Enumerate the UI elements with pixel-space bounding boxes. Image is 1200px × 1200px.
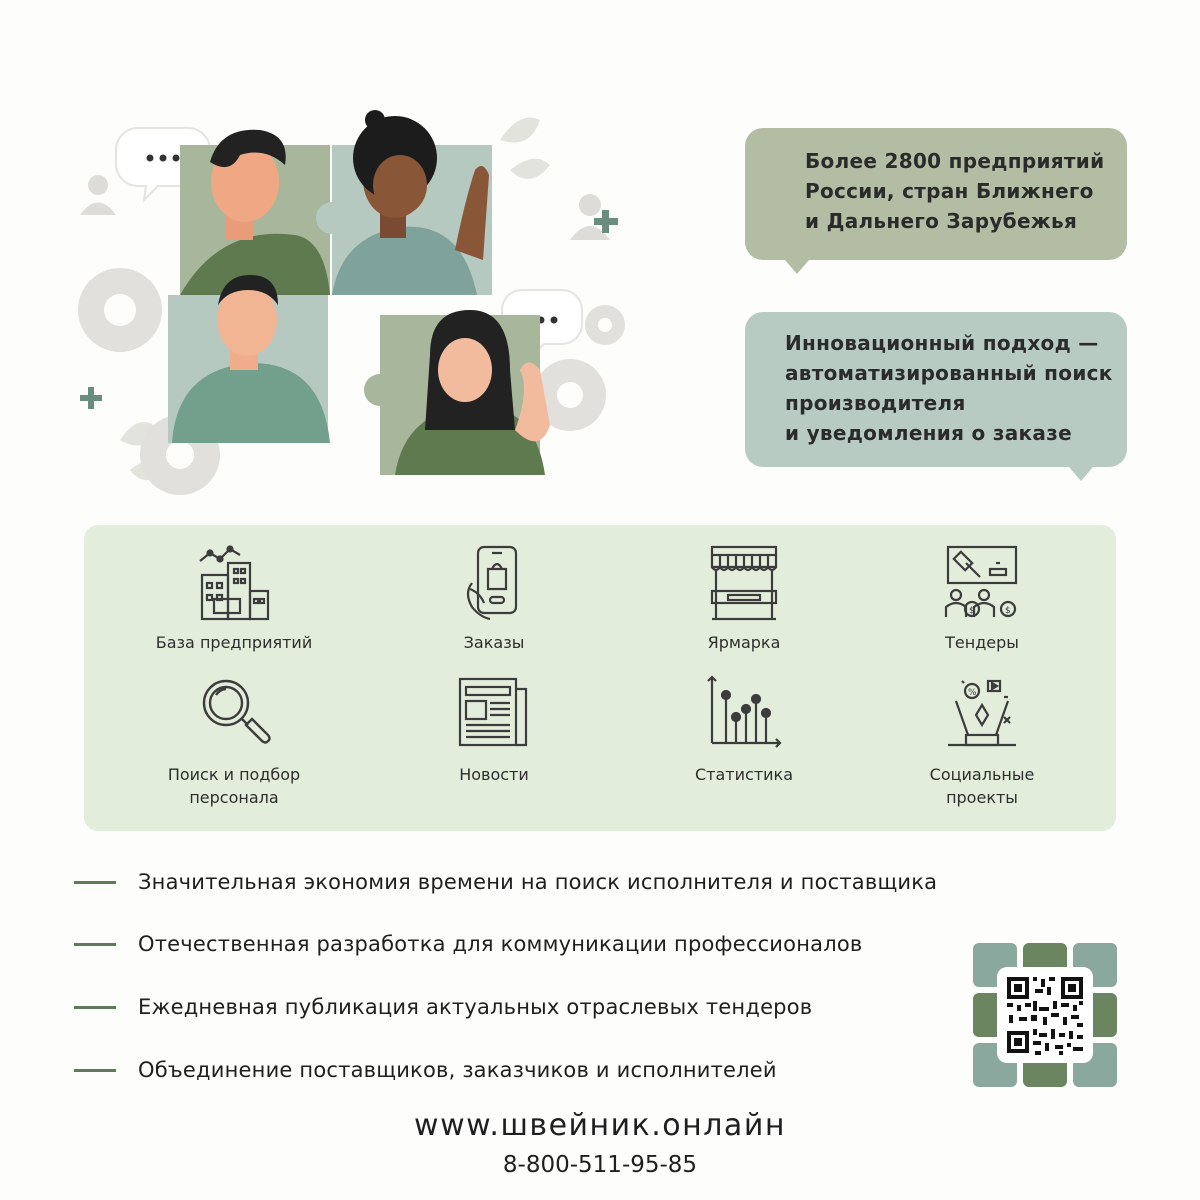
lollipop-chart-icon — [704, 675, 784, 755]
feature-enterprise-base[interactable] — [114, 543, 354, 654]
bubble-text-line: Инновационный подход — — [785, 331, 1099, 355]
bubble-tail — [785, 260, 809, 274]
feature-label: Ярмарка — [707, 633, 781, 652]
bubble-text-line: автоматизированный поиск — [785, 361, 1113, 385]
dash-marker — [74, 943, 116, 946]
feature-statistics[interactable] — [624, 675, 864, 786]
magnifier-icon — [194, 675, 274, 755]
benefit-text: Объединение поставщиков, заказчиков и исполнителей — [138, 1058, 777, 1082]
feature-hr-search[interactable] — [114, 675, 354, 809]
feature-social-projects[interactable] — [862, 675, 1102, 809]
benefit-text: Отечественная разработка для коммуникации профессионалов — [138, 932, 863, 956]
market-stall-icon — [704, 543, 784, 623]
feature-label: Заказы — [463, 633, 525, 652]
svg-text:%: % — [968, 688, 977, 698]
feature-label: Поиск и подбор персонала — [167, 765, 301, 807]
svg-text:$: $ — [1005, 606, 1011, 616]
innovation-bubble — [745, 312, 1127, 467]
dash-marker — [74, 1006, 116, 1009]
buildings-chart-icon — [194, 543, 274, 623]
features-panel — [84, 525, 1116, 831]
dash-marker — [74, 1069, 116, 1072]
bubble-text-line: и Дальнего Зарубежья — [805, 209, 1078, 233]
phone-shopping-bag-icon — [454, 543, 534, 623]
feature-label: Социальные проекты — [929, 765, 1035, 807]
feature-tenders[interactable] — [862, 543, 1102, 654]
feature-orders[interactable] — [374, 543, 614, 654]
website-link[interactable]: www.швейник.онлайн — [414, 1108, 786, 1143]
team-puzzle-illustration — [60, 100, 660, 500]
benefit-text: Ежедневная публикация актуальных отраслевых тендеров — [138, 995, 813, 1019]
benefit-text: Значительная экономия времени на поиск исполнителя и поставщика — [138, 870, 938, 894]
enterprises-count-bubble — [745, 128, 1127, 260]
bubble-text-line: Более 2800 предприятий — [805, 149, 1105, 173]
bubble-text-line: России, стран Ближнего — [805, 179, 1094, 203]
qr-code[interactable] — [973, 943, 1117, 1087]
feature-label: Тендеры — [945, 633, 1019, 652]
social-projector-icon — [942, 675, 1022, 755]
phone-number[interactable]: 8-800-511-95-85 — [502, 1152, 698, 1178]
feature-label: База предприятий — [155, 633, 313, 652]
newspaper-icon — [454, 675, 534, 755]
bubble-tail — [1069, 467, 1093, 481]
feature-label: Статистика — [695, 765, 793, 784]
feature-news[interactable] — [374, 675, 614, 786]
feature-fair[interactable] — [624, 543, 864, 654]
bubble-text-line: и уведомления о заказе — [785, 421, 1073, 445]
auction-gavel-icon — [942, 543, 1022, 623]
bubble-text-line: производителя — [785, 391, 966, 415]
svg-text:$: $ — [969, 606, 975, 616]
feature-label: Новости — [459, 765, 529, 784]
dash-marker — [74, 881, 116, 884]
